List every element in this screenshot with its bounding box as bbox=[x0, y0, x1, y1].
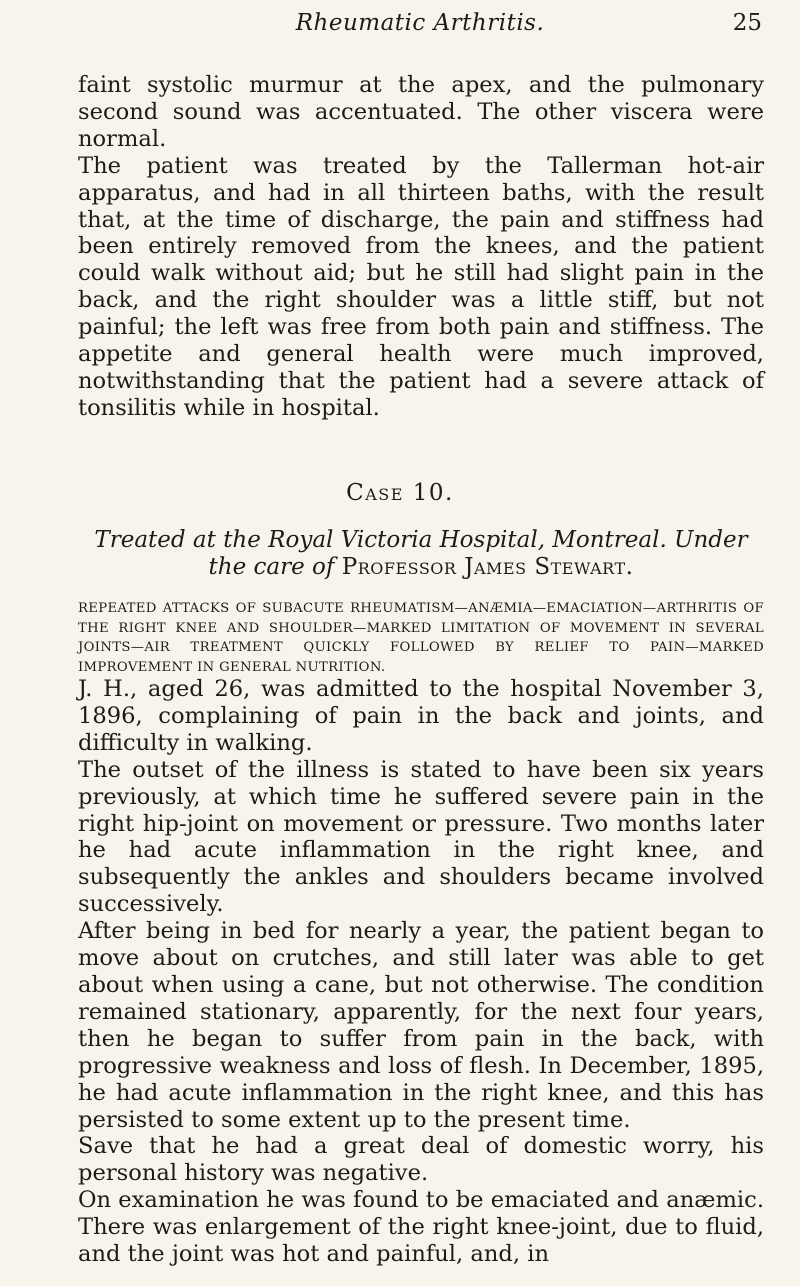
case-heading: Case 10. bbox=[346, 480, 454, 506]
paragraph: Save that he had a great deal of domestic worry, his personal history was negative. bbox=[78, 1133, 764, 1187]
case-summary: REPEATED ATTACKS OF SUBACUTE RHEUMATISM—ANÆMIA—EMACIATION—ARTHRITIS OF THE RIGHT KNEE AND SHOULDER—MARKED LIMITATION OF MOVEMENT IN SEVERAL JOINTS—AIR TREATMENT QUICKLY FOLLOWED BY RELIEF TO PAIN—MARKED IMPROVEMENT IN GENERAL NUTRITION. bbox=[78, 601, 764, 675]
running-title: Rheumatic Arthritis. bbox=[295, 10, 545, 36]
paragraph: After being in bed for nearly a year, the patient began to move about on crutches, and still later was able to get about when using a cane, but not otherwise. The condition remained stationary, apparently, for the next four years, then he began to suffer from pain in the back, with progressive weakness and loss of flesh. In December, 1895, he had acute inflammation in the right knee, and this has persisted to some extent up to the present time. bbox=[78, 918, 764, 1133]
paragraph: faint systolic murmur at the apex, and the pulmonary second sound was accentuated. The other viscera were normal. bbox=[78, 72, 764, 152]
page-header bbox=[78, 10, 762, 40]
paragraph: On examination he was found to be emaciated and anæmic. There was enlargement of the right knee-joint, due to fluid, and the joint was hot and painful, and, in bbox=[78, 1187, 764, 1268]
paragraph: J. H., aged 26, was admitted to the hospital November 3, 1896, complaining of pain in the back and joints, and difficulty in walking. bbox=[78, 676, 764, 756]
paragraph: The patient was treated by the Tallerman hot-air apparatus, and had in all thirteen baths, with the result that, at the time of discharge, the pain and stiffness had been entirely removed from the knees, and the patient could walk without aid; but he still had slight pain in the back, and the right shoulder was a little stiff, but not painful; the left was free from both pain and stiffness. The appetite and general health were much improved, notwithstanding that the patient had a severe attack of tonsilitis while in hospital. bbox=[78, 152, 764, 421]
text-after-case bbox=[78, 676, 764, 1268]
case-subtitle bbox=[78, 527, 764, 581]
case-subtitle-text: Treated at the Royal Victoria Hospital, Montreal. Under the care of bbox=[94, 527, 748, 580]
page-number: 25 bbox=[732, 10, 762, 36]
text-before-case bbox=[78, 72, 764, 422]
case-physician-name: Professor James Stewart. bbox=[341, 554, 634, 580]
paragraph: The outset of the illness is stated to have been six years previously, at which time he suffered severe pain in the right hip-joint on movement or pressure. Two months later he had acute inflammation in the right knee, and subsequently the ankles and shoulders became involved successively. bbox=[78, 756, 764, 918]
